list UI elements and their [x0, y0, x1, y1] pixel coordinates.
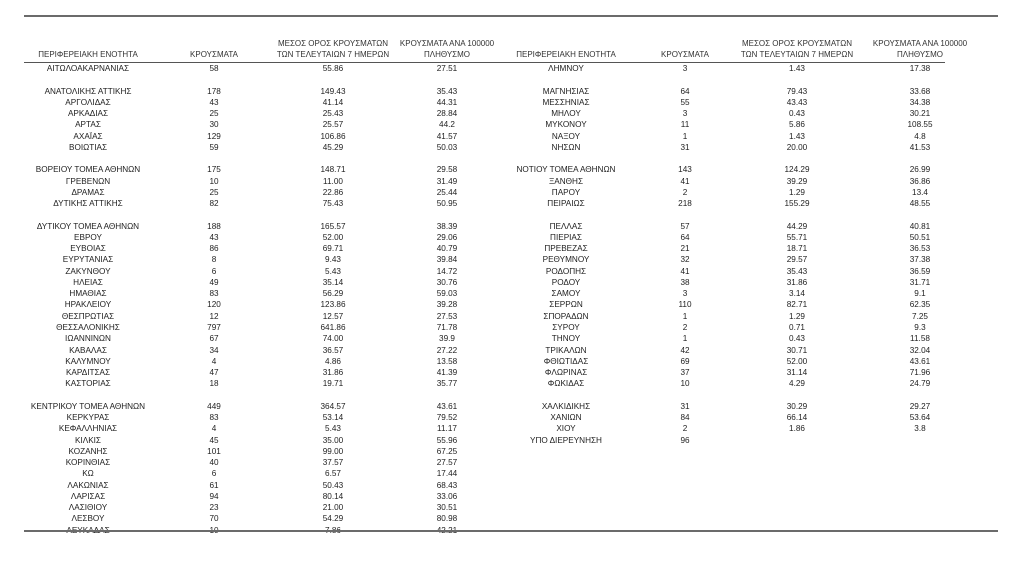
cell-avg: 53.14 [322, 413, 344, 423]
cell-cases: 40 [209, 458, 219, 468]
cell-name: ΒΟΙΩΤΙΑΣ [68, 142, 108, 152]
cell-per100k: 36.86 [909, 176, 931, 186]
cell-name: ΠΕΛΛΑΣ [549, 221, 583, 231]
cell-avg: 148.71 [320, 165, 346, 175]
cell-per100k: 29.27 [909, 401, 931, 411]
cell-name: ΧΙΟΥ [556, 424, 576, 434]
cell-name: ΚΙΛΚΙΣ [74, 435, 102, 445]
cell-per100k: 80.98 [436, 514, 458, 524]
cell-avg: 31.86 [786, 277, 808, 287]
cell-cases: 45 [209, 435, 219, 445]
cell-name: ΗΜΑΘΙΑΣ [69, 289, 107, 299]
cell-cases: 64 [680, 86, 690, 96]
cell-cases: 69 [680, 356, 690, 366]
cell-avg: 36.57 [322, 345, 344, 355]
cell-per100k: 17.38 [909, 64, 931, 73]
cell-avg: 3.14 [789, 289, 805, 299]
cell-name: ΝΟΤΙΟΥ ΤΟΜΕΑ ΑΘΗΝΩΝ [516, 165, 616, 175]
header-per100k-line2: ΠΛΗΘΥΣΜΟ [423, 50, 471, 59]
cell-cases: 3 [682, 64, 688, 73]
cell-avg: 99.00 [322, 446, 344, 456]
cell-cases: 23 [209, 503, 219, 513]
cell-per100k: 11.58 [910, 334, 930, 344]
cell-per100k: 9.3 [914, 322, 926, 332]
cell-avg: 11.00 [323, 176, 343, 186]
cell-name: ΥΠΟ ΔΙΕΡΕΥΝΗΣΗ [530, 435, 602, 445]
cell-cases: 59 [209, 142, 219, 152]
cell-name: ΡΕΘΥΜΝΟΥ [542, 255, 590, 265]
cell-avg: 44.29 [786, 221, 808, 231]
cell-cases: 1 [682, 311, 688, 321]
cell-avg: 35.14 [322, 277, 344, 287]
cell-per100k: 13.58 [436, 356, 458, 366]
cell-avg: 82.71 [786, 300, 808, 310]
cell-cases: 64 [680, 232, 690, 242]
bottom-rule [24, 530, 998, 532]
cell-avg: 31.14 [786, 368, 808, 378]
cell-avg: 50.43 [322, 480, 344, 490]
cell-name: ΚΟΡΙΝΘΙΑΣ [65, 458, 111, 468]
cell-cases: 3 [682, 109, 688, 119]
header-per100k-line1: ΚΡΟΥΣΜΑΤΑ ΑΝΑ 100000 [872, 39, 968, 48]
cell-per100k: 43.61 [436, 401, 458, 411]
cell-per100k: 36.53 [909, 244, 931, 254]
cell-name: ΠΑΡΟΥ [551, 187, 581, 197]
cell-per100k: 30.51 [436, 503, 458, 513]
cell-per100k: 4.8 [914, 131, 926, 141]
cell-avg: 80.14 [322, 491, 344, 501]
cell-name: ΝΑΞΟΥ [551, 131, 581, 141]
cell-cases: 12 [209, 311, 219, 321]
cell-avg: 0.71 [789, 322, 805, 332]
cell-name: ΑΝΑΤΟΛΙΚΗΣ ΑΤΤΙΚΗΣ [44, 86, 132, 96]
cell-cases: 55 [680, 97, 690, 107]
cell-name: ΑΧΑΪΑΣ [73, 131, 103, 141]
cell-cases: 31 [680, 142, 690, 152]
cell-avg: 75.43 [322, 199, 344, 209]
cell-cases: 143 [678, 165, 692, 175]
header-cases: ΚΡΟΥΣΜΑΤΑ [190, 50, 238, 59]
cell-per100k: 48.55 [909, 199, 931, 209]
cell-per100k: 27.51 [436, 64, 458, 73]
cell-avg: 55.86 [322, 64, 344, 73]
cell-name: ΜΗΛΟΥ [551, 109, 581, 119]
cell-avg: 52.00 [786, 356, 808, 366]
cell-cases: 30 [209, 120, 219, 130]
cell-name: ΜΑΓΝΗΣΙΑΣ [542, 86, 590, 96]
cell-name: ΑΙΤΩΛΟΑΚΑΡΝΑΝΙΑΣ [46, 64, 130, 73]
cell-avg: 55.71 [786, 232, 808, 242]
header-avg-line1: ΜΕΣΟΣ ΟΡΟΣ ΚΡΟΥΣΜΑΤΩΝ [741, 39, 853, 48]
cell-cases: 94 [209, 491, 219, 501]
cell-avg: 25.43 [322, 109, 344, 119]
cell-per100k: 68.43 [436, 480, 458, 490]
cell-per100k: 108.55 [907, 120, 933, 130]
header-rule [24, 62, 945, 63]
cell-per100k: 17.44 [436, 469, 458, 479]
cell-per100k: 38.39 [436, 221, 458, 231]
cell-name: ΚΕΝΤΡΙΚΟΥ ΤΟΜΕΑ ΑΘΗΝΩΝ [30, 401, 146, 411]
cell-name: ΣΕΡΡΩΝ [549, 300, 583, 310]
cell-per100k: 55.96 [436, 435, 458, 445]
cell-per100k: 41.39 [436, 368, 458, 378]
cell-avg: 37.57 [322, 458, 344, 468]
cell-avg: 0.43 [789, 334, 805, 344]
cell-per100k: 11.17 [437, 424, 457, 434]
cell-name: ΛΑΡΙΣΑΣ [70, 491, 106, 501]
cell-per100k: 35.43 [436, 86, 458, 96]
cell-avg: 124.29 [784, 165, 810, 175]
cell-per100k: 25.44 [436, 187, 458, 197]
cell-cases: 82 [209, 199, 219, 209]
cell-cases: 2 [682, 322, 688, 332]
cell-avg: 52.00 [322, 232, 344, 242]
cell-name: ΞΑΝΘΗΣ [548, 176, 584, 186]
cell-per100k: 26.99 [909, 165, 931, 175]
cell-avg: 641.86 [320, 322, 346, 332]
cell-per100k: 71.78 [436, 322, 458, 332]
cell-avg: 25.57 [322, 120, 344, 130]
cell-cases: 49 [209, 277, 219, 287]
cell-per100k: 43.61 [909, 356, 931, 366]
cell-name: ΡΟΔΟΥ [551, 277, 581, 287]
cell-cases: 178 [207, 86, 221, 96]
cell-per100k: 28.84 [436, 109, 458, 119]
cell-avg: 5.43 [325, 424, 341, 434]
header-avg-line2: ΤΩΝ ΤΕΛΕΥΤΑΙΩΝ 7 ΗΜΕΡΩΝ [276, 50, 390, 59]
cell-cases: 10 [209, 176, 219, 186]
cell-avg: 9.43 [325, 255, 341, 265]
cell-per100k: 34.38 [909, 97, 931, 107]
cell-name: ΛΕΣΒΟΥ [71, 514, 105, 524]
header-cases: ΚΡΟΥΣΜΑΤΑ [661, 50, 709, 59]
cell-avg: 22.86 [322, 187, 344, 197]
cell-name: ΜΕΣΣΗΝΙΑΣ [542, 97, 590, 107]
cell-avg: 6.57 [325, 469, 341, 479]
cell-per100k: 9.1 [914, 289, 926, 299]
cell-avg: 5.43 [325, 266, 341, 276]
cell-cases: 18 [209, 379, 219, 389]
cell-cases: 3 [682, 289, 688, 299]
cell-per100k: 33.68 [909, 86, 931, 96]
cell-cases: 43 [209, 97, 219, 107]
cell-cases: 41 [680, 176, 690, 186]
cell-name: ΠΙΕΡΙΑΣ [550, 232, 582, 242]
cell-cases: 120 [207, 300, 221, 310]
cell-name: ΣΥΡΟΥ [552, 322, 580, 332]
cell-avg: 12.57 [322, 311, 344, 321]
cell-per100k: 13.4 [912, 187, 928, 197]
cell-per100k: 31.49 [436, 176, 458, 186]
header-avg-line1: ΜΕΣΟΣ ΟΡΟΣ ΚΡΟΥΣΜΑΤΩΝ [277, 39, 389, 48]
cell-avg: 43.43 [786, 97, 808, 107]
cell-cases: 21 [680, 244, 690, 254]
cell-cases: 25 [209, 109, 219, 119]
cell-cases: 6 [211, 469, 217, 479]
cell-cases: 4 [211, 356, 217, 366]
cell-per100k: 44.31 [436, 97, 458, 107]
cell-cases: 797 [207, 322, 221, 332]
cell-cases: 84 [680, 413, 690, 423]
cell-per100k: 40.81 [909, 221, 931, 231]
cell-avg: 66.14 [786, 413, 808, 423]
cell-cases: 1 [682, 131, 688, 141]
cell-cases: 67 [209, 334, 219, 344]
cell-avg: 4.86 [325, 356, 341, 366]
cell-name: ΚΕΡΚΥΡΑΣ [66, 413, 110, 423]
cell-per100k: 40.79 [436, 244, 458, 254]
cell-per100k: 30.76 [436, 277, 458, 287]
cell-name: ΔΥΤΙΚΟΥ ΤΟΜΕΑ ΑΘΗΝΩΝ [36, 221, 140, 231]
cell-avg: 18.71 [786, 244, 808, 254]
cell-avg: 35.00 [322, 435, 344, 445]
cell-name: ΓΡΕΒΕΝΩΝ [65, 176, 111, 186]
cell-per100k: 29.58 [436, 165, 458, 175]
cell-per100k: 31.71 [909, 277, 931, 287]
cell-cases: 218 [678, 199, 692, 209]
cell-per100k: 79.52 [436, 413, 458, 423]
cell-name: ΕΥΒΟΙΑΣ [70, 244, 106, 254]
cell-avg: 29.57 [786, 255, 808, 265]
cell-avg: 123.86 [320, 300, 346, 310]
cell-cases: 47 [209, 368, 219, 378]
cell-avg: 31.86 [322, 368, 344, 378]
cell-avg: 149.43 [320, 86, 346, 96]
cell-cases: 110 [678, 300, 692, 310]
cell-name: ΚΕΦΑΛΛΗΝΙΑΣ [58, 424, 118, 434]
cell-avg: 1.86 [789, 424, 805, 434]
cell-cases: 101 [207, 446, 221, 456]
header-avg-line2: ΤΩΝ ΤΕΛΕΥΤΑΙΩΝ 7 ΗΜΕΡΩΝ [740, 50, 854, 59]
cell-per100k: 37.38 [909, 255, 931, 265]
cell-cases: 58 [209, 64, 219, 73]
cell-avg: 54.29 [322, 514, 344, 524]
cell-name: ΑΡΤΑΣ [75, 120, 101, 130]
cell-name: ΣΠΟΡΑΔΩΝ [543, 311, 589, 321]
cell-per100k: 3.8 [914, 424, 926, 434]
cell-name: ΒΟΡΕΙΟΥ ΤΟΜΕΑ ΑΘΗΝΩΝ [35, 165, 141, 175]
cell-per100k: 39.28 [436, 300, 458, 310]
cell-cases: 86 [209, 244, 219, 254]
cell-cases: 61 [209, 480, 219, 490]
cell-cases: 11 [680, 120, 690, 130]
cell-per100k: 36.59 [909, 266, 931, 276]
cell-avg: 79.43 [786, 86, 808, 96]
cell-per100k: 39.84 [436, 255, 458, 265]
cell-per100k: 32.04 [909, 345, 931, 355]
cell-name: ΛΑΣΙΘΙΟΥ [68, 503, 108, 513]
cell-cases: 32 [680, 255, 690, 265]
cell-avg: 1.43 [789, 131, 805, 141]
cell-per100k: 14.72 [436, 266, 458, 276]
cell-name: ΤΡΙΚΑΛΩΝ [545, 345, 587, 355]
cell-avg: 56.29 [322, 289, 344, 299]
cell-cases: 83 [209, 413, 219, 423]
cell-name: ΛΑΚΩΝΙΑΣ [67, 480, 109, 490]
cell-name: ΦΛΩΡΙΝΑΣ [544, 368, 588, 378]
cell-avg: 21.00 [322, 503, 344, 513]
cell-cases: 42 [680, 345, 690, 355]
cell-name: ΔΡΑΜΑΣ [71, 187, 105, 197]
cell-per100k: 35.77 [436, 379, 458, 389]
cell-name: ΜΥΚΟΝΟΥ [545, 120, 587, 130]
cell-cases: 1 [682, 334, 688, 344]
cell-name: ΛΗΜΝΟΥ [548, 64, 584, 73]
cell-avg: 155.29 [784, 199, 810, 209]
cell-per100k: 67.25 [436, 446, 458, 456]
cell-per100k: 39.9 [439, 334, 455, 344]
cell-name: ΚΑΣΤΟΡΙΑΣ [65, 379, 111, 389]
cell-name: ΝΗΣΩΝ [551, 142, 581, 152]
cell-name: ΠΡΕΒΕΖΑΣ [544, 244, 588, 254]
cell-avg: 30.71 [786, 345, 808, 355]
cell-cases: 4 [211, 424, 217, 434]
cell-name: ΦΘΙΩΤΙΔΑΣ [543, 356, 589, 366]
top-rule [24, 15, 998, 17]
cell-name: ΘΕΣΣΑΛΟΝΙΚΗΣ [56, 322, 120, 332]
cell-per100k: 41.53 [909, 142, 931, 152]
cell-avg: 0.43 [789, 109, 805, 119]
header-region: ΠΕΡΙΦΕΡΕΙΑΚΗ ΕΝΟΤΗΤΑ [38, 50, 138, 59]
cell-name: ΑΡΓΟΛΙΔΑΣ [65, 97, 111, 107]
cell-cases: 96 [680, 435, 690, 445]
cell-avg: 1.29 [789, 187, 805, 197]
cell-per100k: 7.25 [912, 311, 928, 321]
cell-avg: 74.00 [322, 334, 344, 344]
cell-per100k: 53.64 [909, 413, 931, 423]
cell-avg: 106.86 [320, 131, 346, 141]
cell-name: ΚΑΡΔΙΤΣΑΣ [65, 368, 111, 378]
cell-per100k: 50.51 [909, 232, 931, 242]
cell-avg: 45.29 [322, 142, 344, 152]
cell-per100k: 59.03 [436, 289, 458, 299]
cell-name: ΕΒΡΟΥ [74, 232, 102, 242]
cell-name: ΧΑΛΚΙΔΙΚΗΣ [541, 401, 591, 411]
cell-avg: 1.29 [789, 311, 805, 321]
cell-cases: 175 [207, 165, 221, 175]
cell-name: ΡΟΔΟΠΗΣ [545, 266, 587, 276]
cell-cases: 10 [680, 379, 690, 389]
cell-per100k: 24.79 [909, 379, 931, 389]
cell-cases: 188 [207, 221, 221, 231]
cell-name: ΠΕΙΡΑΙΩΣ [547, 199, 585, 209]
cell-name: ΖΑΚΥΝΘΟΥ [65, 266, 111, 276]
cell-per100k: 50.95 [436, 199, 458, 209]
cell-avg: 69.71 [322, 244, 344, 254]
cell-avg: 35.43 [786, 266, 808, 276]
cell-cases: 70 [209, 514, 219, 524]
cell-name: ΣΑΜΟΥ [551, 289, 581, 299]
cell-cases: 83 [209, 289, 219, 299]
cell-name: ΤΗΝΟΥ [551, 334, 581, 344]
cell-name: ΚΑΒΑΛΑΣ [69, 345, 107, 355]
header-region: ΠΕΡΙΦΕΡΕΙΑΚΗ ΕΝΟΤΗΤΑ [516, 50, 616, 59]
cell-cases: 34 [209, 345, 219, 355]
cell-avg: 165.57 [320, 221, 346, 231]
cell-cases: 57 [680, 221, 690, 231]
cell-name: ΙΩΑΝΝΙΝΩΝ [65, 334, 111, 344]
cell-per100k: 41.57 [436, 131, 458, 141]
cell-avg: 41.14 [322, 97, 344, 107]
cell-avg: 4.29 [789, 379, 805, 389]
cell-name: ΔΥΤΙΚΗΣ ΑΤΤΙΚΗΣ [53, 199, 123, 209]
cell-cases: 41 [680, 266, 690, 276]
cell-name: ΚΟΖΑΝΗΣ [68, 446, 108, 456]
cell-name: ΕΥΡΥΤΑΝΙΑΣ [62, 255, 114, 265]
cell-cases: 43 [209, 232, 219, 242]
cell-avg: 19.71 [322, 379, 344, 389]
cell-name: ΧΑΝΙΩΝ [550, 413, 582, 423]
cell-cases: 25 [209, 187, 219, 197]
cell-cases: 6 [211, 266, 217, 276]
cell-avg: 5.86 [789, 120, 805, 130]
cell-per100k: 29.06 [436, 232, 458, 242]
cell-cases: 8 [211, 255, 217, 265]
cell-cases: 37 [680, 368, 690, 378]
cell-avg: 39.29 [786, 176, 808, 186]
cell-name: ΗΡΑΚΛΕΙΟΥ [64, 300, 112, 310]
cell-cases: 38 [680, 277, 690, 287]
cell-cases: 2 [682, 424, 688, 434]
cell-cases: 2 [682, 187, 688, 197]
cell-per100k: 30.21 [909, 109, 931, 119]
cell-avg: 364.57 [320, 401, 346, 411]
cell-per100k: 50.03 [436, 142, 458, 152]
cell-name: ΘΕΣΠΡΩΤΙΑΣ [61, 311, 115, 321]
cell-per100k: 27.57 [436, 458, 458, 468]
cell-per100k: 27.22 [436, 345, 458, 355]
cell-name: ΚΩ [82, 469, 94, 479]
header-per100k-line2: ΠΛΗΘΥΣΜΟ [896, 50, 944, 59]
cell-name: ΦΩΚΙΔΑΣ [547, 379, 585, 389]
cell-per100k: 44.2 [439, 120, 455, 130]
cell-per100k: 27.53 [436, 311, 458, 321]
cell-cases: 449 [207, 401, 221, 411]
cell-per100k: 71.96 [909, 368, 931, 378]
cell-cases: 129 [207, 131, 221, 141]
cell-per100k: 62.35 [909, 300, 931, 310]
cell-avg: 20.00 [786, 142, 808, 152]
cell-per100k: 33.06 [436, 491, 458, 501]
cell-avg: 30.29 [786, 401, 808, 411]
cell-avg: 1.43 [789, 64, 805, 73]
cell-name: ΑΡΚΑΔΙΑΣ [67, 109, 109, 119]
header-per100k-line1: ΚΡΟΥΣΜΑΤΑ ΑΝΑ 100000 [399, 39, 495, 48]
cell-name: ΚΑΛΥΜΝΟΥ [65, 356, 111, 366]
cell-name: ΗΛΕΙΑΣ [73, 277, 103, 287]
cell-cases: 31 [680, 401, 690, 411]
